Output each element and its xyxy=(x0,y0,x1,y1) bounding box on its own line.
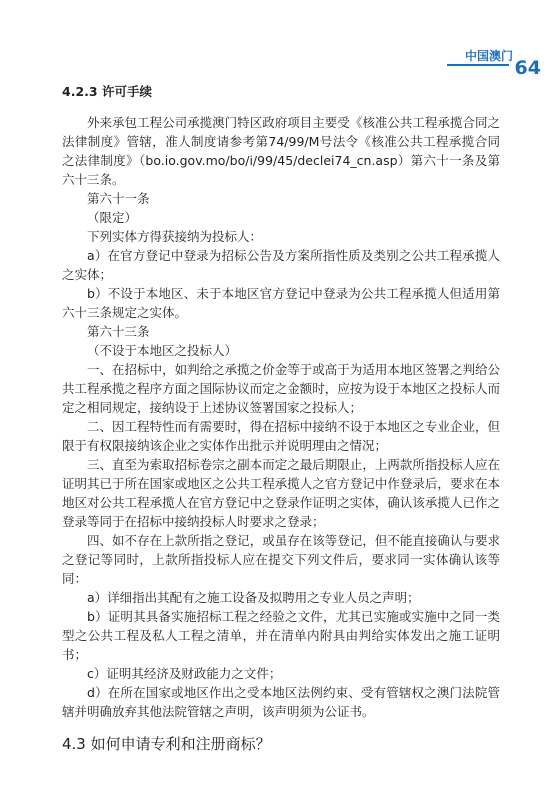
article-63-item-a: a）详细指出其配有之施工设备及拟聘用之专业人员之声明； xyxy=(87,590,420,605)
article-63-clause-4: 四、如不存在上款所指之登记，或虽存在该等登记，但不能直接确认与要求之登记等同时，上款所指投标人应在提交下列文件后，要求同一实体确认该等同： xyxy=(62,533,500,586)
next-section-heading: 4.3 如何申请专利和注册商标？ xyxy=(62,735,271,753)
article-61-lead: 下列实体方得获接纳为投标人： xyxy=(87,229,263,244)
article-61-title: 第六十一条 xyxy=(87,191,150,206)
section-heading: 4.2.3 许可手续 xyxy=(62,84,152,99)
article-63-clause-2: 二、因工程特性而有需要时，得在招标中接纳不设于本地区之专业企业，但限于有权限接纳该企业之实体作出批示并说明理由之情况； xyxy=(62,419,500,453)
article-61-item-a: a）在官方登记中登录为招标公告及方案所指性质及类别之公共工程承揽人之实体； xyxy=(62,248,500,282)
section-label: 中国澳门 xyxy=(464,49,513,63)
article-63-title: 第六十三条 xyxy=(87,324,150,339)
header-rule xyxy=(447,64,509,66)
article-63-clause-1: 一、在招标中，如判给之承揽之价金等于或高于为适用本地区签署之判给公共工程承揽之程序方面之国际协议而定之金额时，应按为设于本地区之投标人而定之相同规定，接纳设于上述协议签署国家之投标人； xyxy=(62,362,500,415)
page-number: 64 xyxy=(514,57,541,79)
article-61-subtitle: （限定） xyxy=(87,210,138,225)
article-63-subtitle: （不设于本地区之投标人） xyxy=(87,343,238,358)
page-body xyxy=(62,82,500,754)
article-63-item-d: d）在所在国家或地区作出之受本地区法例约束、受有管辖权之澳门法院管辖并明确放弃其他法院管辖之声明，该声明须为公证书。 xyxy=(62,685,500,719)
article-63-item-c: c）证明其经济及财政能力之文件； xyxy=(87,666,282,681)
article-61-item-b: b）不设于本地区、未于本地区官方登记中登录为公共工程承揽人但适用第六十三条规定之实体。 xyxy=(62,286,500,320)
article-63-clause-3: 三、直至为索取招标卷宗之副本而定之最后期限止，上两款所指投标人应在证明其已于所在国家或地区之公共工程承揽人之官方登记中作登录后，要求在本地区对公共工程承揽人在官方登记中之登录作证明之实体，确认该承揽人已作之登录等同于在招标中接纳投标人时要求之登录； xyxy=(62,457,500,529)
intro-paragraph: 外来承包工程公司承揽澳门特区政府项目主要受《核准公共工程承揽合同之法律制度》管辖，准人制度请参考第74/99/M号法令《核准公共工程承揽合同之法律制度》（bo.io.gov.mo/bo/i/99/45/declei74_cn.asp）第六十一条及第六十三条。 xyxy=(62,115,500,187)
article-63-item-b: b）证明其具备实施招标工程之经验之文件，尤其已实施或实施中之同一类型之公共工程及私人工程之清单，并在清单内附具由判给实体发出之施工证明书； xyxy=(62,609,500,662)
